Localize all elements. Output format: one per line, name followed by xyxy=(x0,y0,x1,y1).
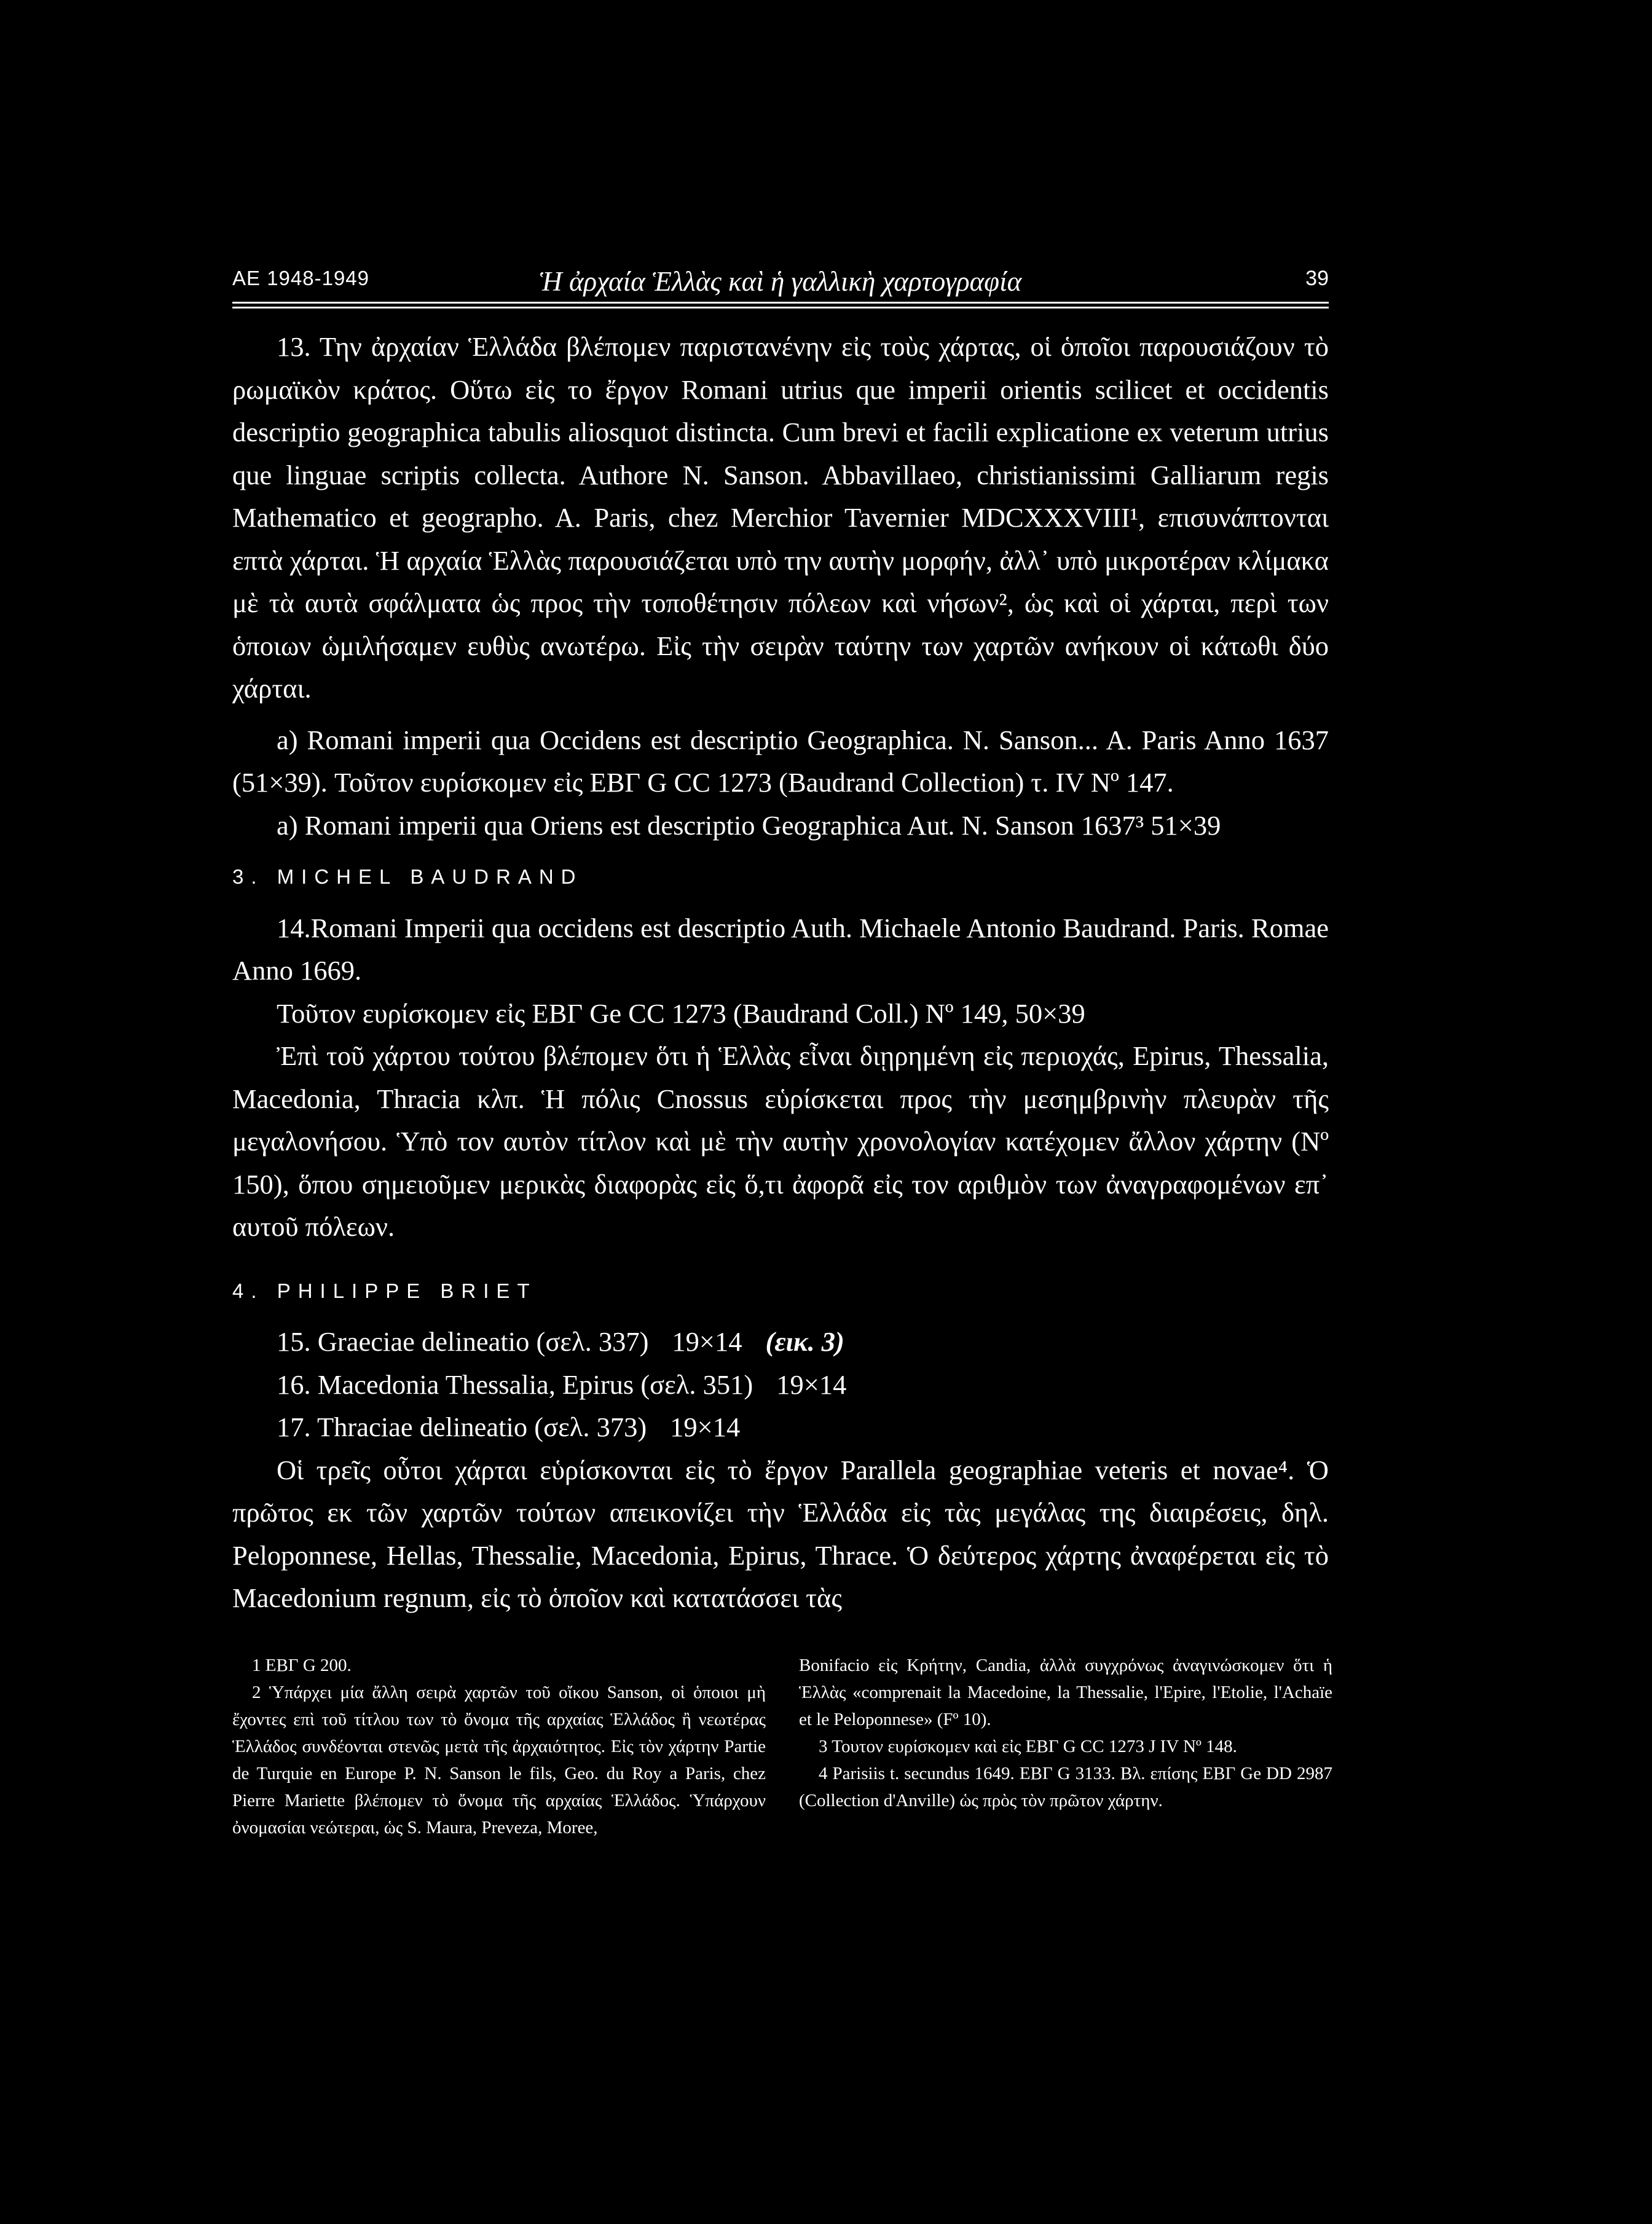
footnote-1: 1 ΕΒΓ G 200. xyxy=(252,1656,352,1675)
paragraph-14-location: Τοῦτον ευρίσκομεν εἰς ΕΒΓ Ge CC 1273 (Baudrand Coll.) Nº 149, 50×39 xyxy=(277,997,1085,1029)
paragraph-13: 13. Την ἀρχαίαν Ἑλλάδα βλέπομεν παριστανένην εἰς τοὺς χάρτας, οἱ ὁποῖοι παρουσιάζουν τὸ ρωμαϊκὸν κράτος. Οὕτω εἰς το ἔργον Romani utrius que imperii orientis scilicet et occidentis descriptio geographica tabulis aliosquot distincta. Cum brevi et facili explicatione ex veterum utrius que linguae scriptis collecta. Authore N. Sanson. Abbavillaeo, christianissimi Galliarum regis Mathematico et geographo. A. Paris, chez Merchior Tavernier MDCXXXVIII¹, επισυνάπτονται επτὰ χάρται. Ἡ αρχαία Ἑλλὰς παρουσιάζεται υπὸ την αυτὴν μορφήν, ἀλλ᾿ υπὸ μικροτέραν κλίμακα μὲ τὰ αυτὰ σφάλματα ὡς προς τὴν τοποθέτησιν πόλεων καὶ νήσων², ὡς καὶ οἱ χάρται, περὶ των ὁποιων ὡμιλήσαμεν ευθὺς ανωτέρω. Εἰς τὴν σειρὰν ταύτην των χαρτῶν ανήκουν οἱ κάτωθι δύο χάρται. xyxy=(232,331,1329,704)
section-heading-baudrand: 3. MICHEL BAUDRAND xyxy=(232,865,583,888)
item-15-title: 15. Graeciae delineatio (σελ. 337) xyxy=(277,1326,649,1357)
footnote-4: 4 Parisiis t. secundus 1649. ΕΒΓ G 3133. Βλ. επίσης ΕΒΓ Ge DD 2987 (Collection d'Anville) ὡς πρὸς τὸν πρῶτον χάρτην. xyxy=(799,1764,1332,1810)
footnote-3: 3 Τουτον ευρίσκομεν καὶ εἰς ΕΒΓ G CC 1273 J IV Nº 148. xyxy=(819,1737,1237,1756)
map-list-item-16 xyxy=(232,1364,1329,1407)
item-16-title: 16. Macedonia Thessalia, Epirus (σελ. 351) xyxy=(277,1369,753,1400)
item-17-size: 19×14 xyxy=(670,1412,741,1442)
map-list-item-15 xyxy=(232,1321,1329,1364)
footnote-2-continued: Bonifacio εἰς Κρήτην, Candia, ἀλλὰ συγχρόνως ἀναγινώσκομεν ὅτι ἡ Ἑλλὰς «comprenait la Macedoine, la Thessalie, l'Epire, l'Etolie, l'Achaïe et le Peloponnese» (Fº 10). xyxy=(799,1656,1332,1729)
journal-reference: ΑΕ 1948-1949 xyxy=(232,267,370,289)
map-item-oriens: a) Romani imperii qua Oriens est descriptio Geographica Aut. N. Sanson 1637³ 51×39 xyxy=(277,809,1221,841)
paragraph-14-title: 14.Romani Imperii qua occidens est descriptio Auth. Michaele Antonio Baudrand. Paris. Romae Anno 1669. xyxy=(232,912,1329,986)
footnotes-left-column xyxy=(232,1652,766,1841)
footnote-2: 2 Ὑπάρχει μία ἄλλη σειρὰ χαρτῶν τοῦ οἴκου Sanson, οἱ ὁποιοι μὴ ἔχοντες επὶ τοῦ τίτλου των τὸ ὄνομα τῆς αρχαίας Ἑλλάδος ἢ νεωτέρας Ἑλλάδος συνδέονται στενῶς μετὰ τῆς ἀρχαιότητος. Εἰς τὸν χάρτην Partie de Turquie en Europe P. N. Sanson le fils, Geo. du Roy a Paris, chez Pierre Mariette βλέπομεν τὸ ὄνομα τῆς αρχαίας Ἑλλάδος. Ὑπάρχουν ὀνομασίαι νεώτεραι, ὡς S. Maura, Preveza, Moree, xyxy=(232,1683,766,1837)
main-text xyxy=(232,326,1329,1620)
paragraph-14-text: Ἐπὶ τοῦ χάρτου τούτου βλέπομεν ὅτι ἡ Ἑλλὰς εἶναι διῃρημένη εἰς περιοχάς, Epirus, Thessalia, Macedonia, Thracia κλπ. Ἡ πόλις Cnossus εὑρίσκεται προς τὴν μεσημβρινὴν πλευρὰν τῆς μεγαλονήσου. Ὑπὸ τον αυτὸν τίτλον καὶ μὲ τὴν αυτὴν χρονολογίαν κατέχομεν ἄλλον χάρτην (Nº 150), ὅπου σημειοῦμεν μερικὰς διαφορὰς εἰς ὅ,τι ἀφορᾶ εἰς τον αριθμὸν των ἀναγραφομένων επ᾿ αυτοῦ πόλεων. xyxy=(232,1040,1329,1242)
running-title: Ἡ ἀρχαία Ἑλλὰς καὶ ἡ γαλλικὴ χαρτογραφία xyxy=(539,266,1022,297)
item-15-figure-ref: (εικ. 3) xyxy=(765,1326,844,1357)
footnotes-right-column xyxy=(799,1652,1332,1814)
running-header xyxy=(232,265,1329,297)
map-list-item-17 xyxy=(232,1406,1329,1449)
header-rule-top xyxy=(232,302,1329,304)
map-item-occidens: a) Romani imperii qua Occidens est descriptio Geographica. N. Sanson... A. Paris Anno 1637 (51×39). Τοῦτον ευρίσκομεν εἰς ΕΒΓ G CC 1273 (Baudrand Collection) τ. IV Nº 147. xyxy=(232,724,1329,798)
item-16-size: 19×14 xyxy=(776,1369,847,1400)
item-17-title: 17. Thraciae delineatio (σελ. 373) xyxy=(277,1412,647,1442)
item-15-size: 19×14 xyxy=(672,1326,742,1357)
header-rule-bottom xyxy=(232,307,1329,308)
section-heading-briet: 4. PHILIPPE BRIET xyxy=(232,1279,537,1302)
page-number: 39 xyxy=(1305,267,1329,290)
paragraph-final: Οἱ τρεῖς οὗτοι χάρται εὑρίσκονται εἰς τὸ ἔργον Parallela geographiae veteris et novae⁴. Ὁ πρῶτος εκ τῶν χαρτῶν τούτων απεικονίζει τὴν Ἑλλάδα εἰς τὰς μεγάλας της διαιρέσεις, δηλ. Peloponnese, Hellas, Thessalie, Macedonia, Epirus, Thrace. Ὁ δεύτερος χάρτης ἀναφέρεται εἰς τὸ Macedonium regnum, εἰς τὸ ὁποῖον καὶ κατατάσσει τὰς xyxy=(232,1454,1329,1613)
